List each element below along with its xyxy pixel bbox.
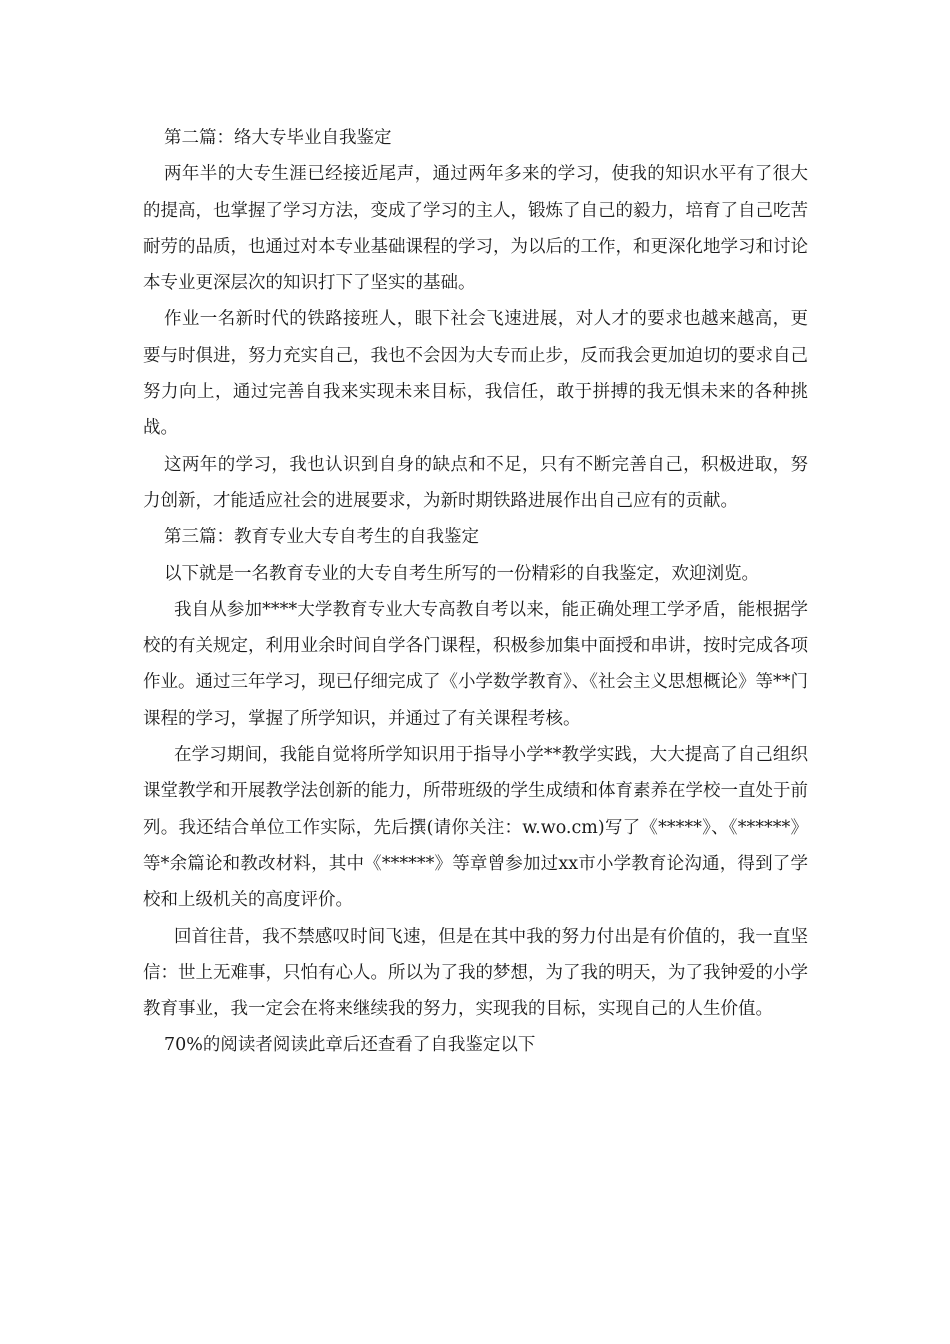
paragraph: 在学习期间，我能自觉将所学知识用于指导小学**教学实践，大大提高了自己组织课堂教学和开展教学法创新的能力，所带班级的学生成绩和体育素养在学校一直处于前列。我还结合单位工作实际，先后撰(请你关注：w.wo.cm)写了《*****》、《******》等*余篇论和教改材料，其中《******》等章曾参加过xx市小学教育论沟通，得到了学校和上级机关的高度评价。 <box>143 745 808 911</box>
section-heading-2: 第二篇：络大专毕业自我鉴定 <box>164 128 392 148</box>
paragraph: 这两年的学习，我也认识到自身的缺点和不足，只有不断完善自己，积极进取，努力创新，才能适应社会的进展要求，为新时期铁路进展作出自己应有的贡献。 <box>143 454 808 511</box>
document-body <box>143 120 808 1064</box>
paragraph: 我自从参加****大学教育专业大专高教自考以来，能正确处理工学矛盾，能根据学校的有关规定，利用业余时间自学各门课程，积极参加集中面授和串讲，按时完成各项作业。通过三年学习，现已仔细完成了《小学数学教育》、《社会主义思想概论》等**门课程的学习，掌握了所学知识，并通过了有关课程考核。 <box>143 599 808 729</box>
reader-note: 70%的阅读者阅读此章后还查看了自我鉴定以下 <box>164 1035 536 1056</box>
paragraph: 作业一名新时代的铁路接班人，眼下社会飞速进展，对人才的要求也越来越高，更要与时俱进，努力充实自己，我也不会因为大专而止步，反而我会更加迫切的要求自己努力向上，通过完善自我来实现未来目标，我信任，敢于拼搏的我无惧未来的各种挑战。 <box>143 309 808 439</box>
paragraph: 两年半的大专生涯已经接近尾声，通过两年多来的学习，使我的知识水平有了很大的提高，也掌握了学习方法，变成了学习的主人，锻炼了自己的毅力，培育了自己吃苦耐劳的品质，也通过对本专业基础课程的学习，为以后的工作，和更深化地学习和讨论本专业更深层次的知识打下了坚实的基础。 <box>143 164 808 294</box>
paragraph: 回首往昔，我不禁感叹时间飞速，但是在其中我的努力付出是有价值的，我一直坚信：世上无难事，只怕有心人。所以为了我的梦想，为了我的明天，为了我钟爱的小学教育事业，我一定会在将来继续我的努力，实现我的目标，实现自己的人生价值。 <box>143 926 808 1020</box>
paragraph: 以下就是一名教育专业的大专自考生所写的一份精彩的自我鉴定，欢迎浏览。 <box>164 563 759 584</box>
section-heading-3: 第三篇：教育专业大专自考生的自我鉴定 <box>164 527 479 548</box>
